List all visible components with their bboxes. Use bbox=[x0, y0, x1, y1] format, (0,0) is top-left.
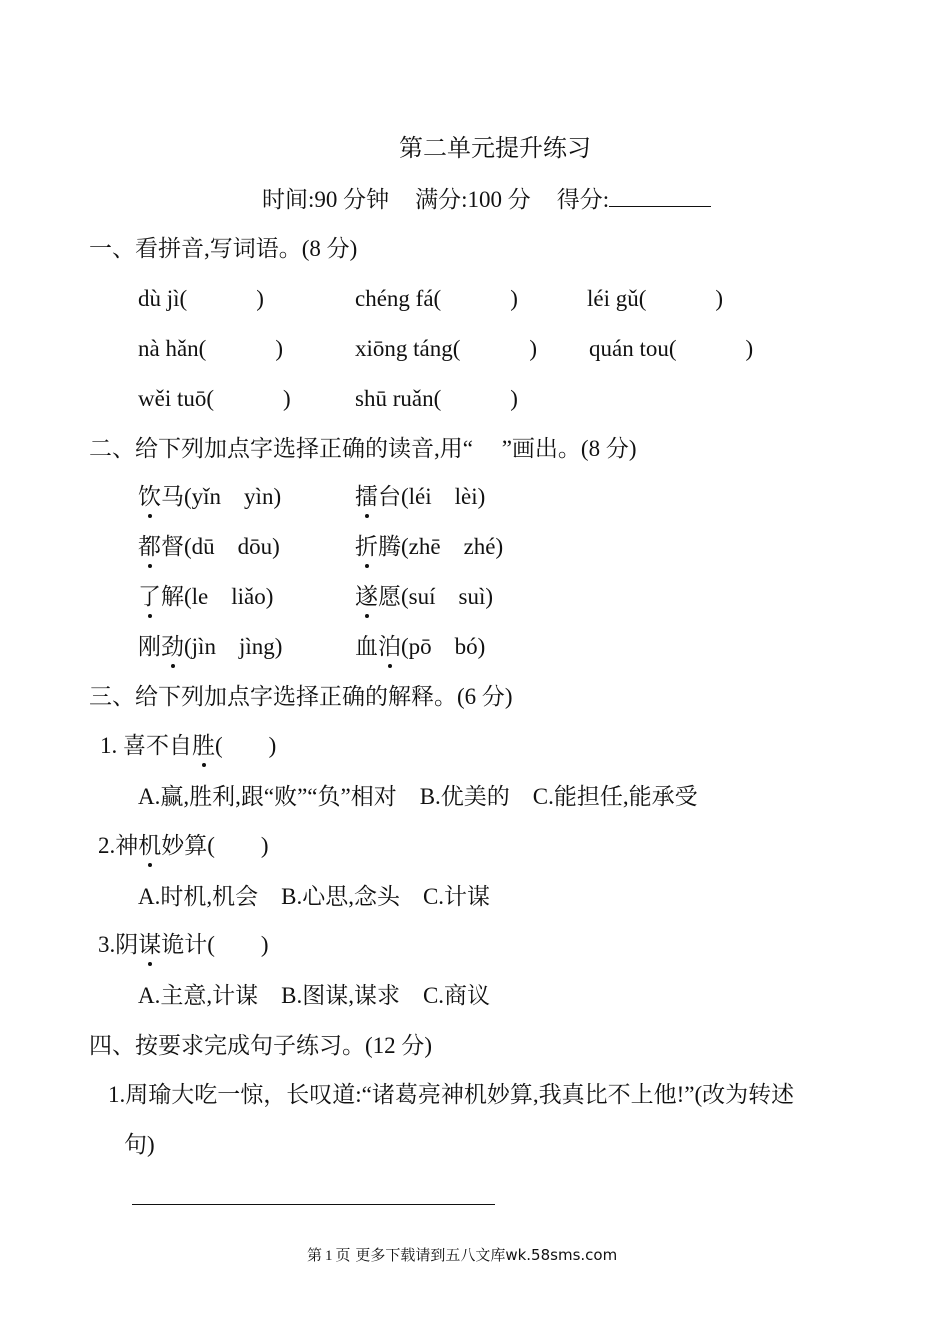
reading-item bbox=[138, 632, 282, 662]
page-number: 1 bbox=[325, 1248, 333, 1264]
footer-promo: 更多下载请到五八文库 bbox=[355, 1246, 506, 1264]
full-score: 满分:100 分 bbox=[415, 187, 531, 212]
footer-site-link[interactable]: wk.58sms.com bbox=[505, 1246, 618, 1264]
dotted-char: 饮 bbox=[138, 482, 161, 512]
dotted-char: 了 bbox=[138, 582, 161, 612]
meaning-question bbox=[98, 831, 269, 861]
exam-info bbox=[262, 184, 711, 215]
page-title: 第二单元提升练习 bbox=[399, 136, 591, 162]
reading-options: 腾(zhē zhé) bbox=[378, 534, 504, 559]
section2-heading: 二、给下列加点字选择正确的读音,用“ ”画出。(8 分) bbox=[89, 436, 637, 461]
dotted-char: 谋 bbox=[138, 930, 161, 960]
pinyin-item: wěi tuō( ) bbox=[138, 386, 291, 411]
plain-char: 刚 bbox=[138, 634, 161, 659]
answer-line[interactable] bbox=[132, 1204, 495, 1205]
score-label: 得分: bbox=[556, 187, 610, 212]
meaning-options: A.时机,机会 B.心思,念头 C.计谋 bbox=[138, 884, 491, 909]
section4-heading: 四、按要求完成句子练习。(12 分) bbox=[89, 1033, 433, 1058]
reading-item bbox=[138, 532, 280, 562]
footer-page-suffix: 页 bbox=[335, 1246, 351, 1264]
question-text: 1. 喜不自 bbox=[100, 733, 192, 758]
pinyin-item: nà hǎn( ) bbox=[138, 336, 283, 361]
meaning-question bbox=[98, 930, 269, 960]
plain-char: 血 bbox=[355, 634, 378, 659]
section3-heading: 三、给下列加点字选择正确的解释。(6 分) bbox=[89, 684, 513, 709]
reading-options: 台(léi lèi) bbox=[378, 484, 486, 509]
reading-options: 愿(suí suì) bbox=[378, 584, 493, 609]
dotted-char: 遂 bbox=[355, 582, 378, 612]
answer-paren: 诡计( ) bbox=[161, 932, 269, 957]
answer-paren: 妙算( ) bbox=[161, 833, 269, 858]
score-blank[interactable] bbox=[609, 184, 711, 207]
meaning-options: A.赢,胜利,跟“败”“负”相对 B.优美的 C.能担任,能承受 bbox=[138, 784, 698, 809]
reading-item bbox=[355, 482, 485, 512]
meaning-question bbox=[100, 731, 276, 761]
dotted-char: 折 bbox=[355, 532, 378, 562]
dotted-char: 机 bbox=[138, 831, 161, 861]
question-text: 3.阴 bbox=[98, 932, 139, 957]
sentence-question-cont: 句) bbox=[124, 1132, 155, 1157]
pinyin-item: shū ruǎn( ) bbox=[355, 386, 518, 411]
answer-paren: ( ) bbox=[215, 733, 277, 758]
footer-page-prefix: 第 bbox=[307, 1246, 323, 1264]
dotted-char: 泊 bbox=[378, 632, 401, 662]
pinyin-item: quán tou( ) bbox=[589, 336, 754, 361]
dotted-char: 擂 bbox=[355, 482, 378, 512]
question-text: 2.神 bbox=[98, 833, 139, 858]
reading-item bbox=[138, 482, 281, 512]
time-limit: 时间:90 分钟 bbox=[262, 187, 390, 212]
sentence-question: 1.周瑜大吃一惊，长叹道:“诸葛亮神机妙算,我真比不上他!”(改为转述 bbox=[108, 1082, 795, 1107]
reading-options: (jìn jìng) bbox=[184, 634, 283, 659]
reading-options: (pō bó) bbox=[401, 634, 486, 659]
reading-options: 马(yǐn yìn) bbox=[161, 484, 282, 509]
pinyin-item: chéng fá( ) bbox=[355, 286, 518, 311]
dotted-char: 劲 bbox=[161, 632, 184, 662]
reading-options: 解(le liǎo) bbox=[161, 584, 274, 609]
pinyin-item: xiōng táng( ) bbox=[355, 336, 538, 361]
dotted-char: 都 bbox=[138, 532, 161, 562]
pinyin-item: dù jì( ) bbox=[138, 286, 264, 311]
dotted-char: 胜 bbox=[192, 731, 215, 761]
reading-item bbox=[355, 582, 493, 612]
meaning-options: A.主意,计谋 B.图谋,谋求 C.商议 bbox=[138, 983, 491, 1008]
page-footer bbox=[307, 1244, 617, 1265]
reading-item bbox=[355, 532, 503, 562]
reading-item bbox=[138, 582, 273, 612]
reading-options: 督(dū dōu) bbox=[161, 534, 280, 559]
pinyin-item: léi gǔ( ) bbox=[587, 286, 724, 311]
section1-heading: 一、看拼音,写词语。(8 分) bbox=[89, 236, 358, 261]
reading-item bbox=[355, 632, 485, 662]
